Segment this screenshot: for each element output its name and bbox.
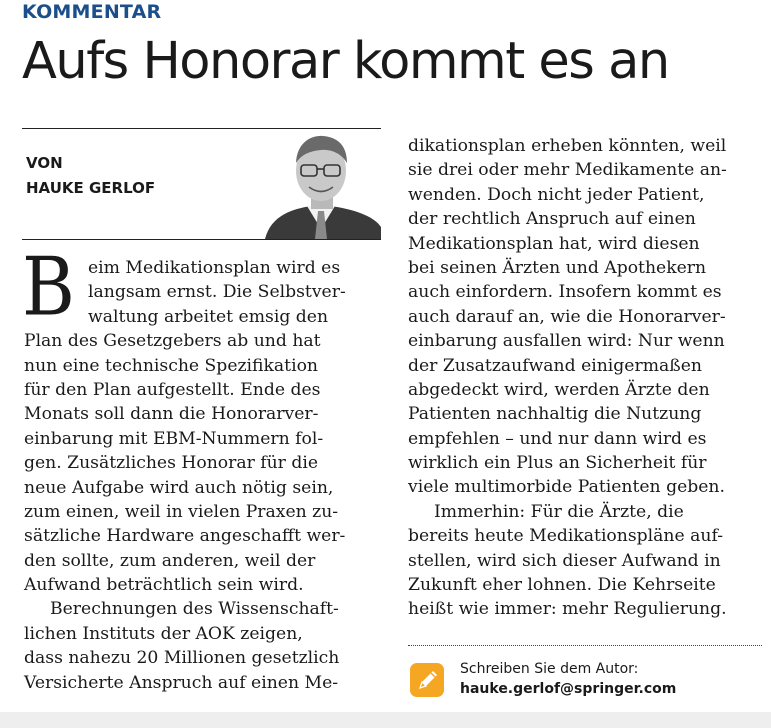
text-line: waltung arbeitet emsig den [88, 306, 329, 327]
text-line: der Zusatzaufwand einigermaßen [408, 355, 702, 376]
text-line: Monats soll dann die Honorarver- [24, 404, 319, 425]
author-name: HAUKE GERLOF [26, 179, 156, 197]
text-line: langsam ernst. Die Selbstver- [88, 282, 346, 303]
text-line: dass nahezu 20 Millionen gesetzlich [24, 648, 340, 669]
text-line: Medikationsplan hat, wird diesen [408, 233, 700, 254]
text-line: zum einen, weil in vielen Praxen zu- [24, 501, 339, 522]
text-line: der rechtlich Anspruch auf einen [408, 209, 696, 230]
text-line: lichen Instituts der AOK zeigen, [24, 623, 303, 644]
contact-divider [408, 645, 762, 646]
author-email-link[interactable]: hauke.gerlof@springer.com [460, 681, 677, 697]
text-line: für den Plan aufgestellt. Ende des [24, 379, 321, 400]
headline: Aufs Honorar kommt es an [22, 32, 669, 91]
text-line: Immerhin: Für die Ärzte, die [434, 501, 684, 522]
drop-cap: B [22, 239, 75, 334]
body-column-1 [24, 256, 382, 695]
text-line: sie drei oder mehr Medikamente an- [408, 160, 727, 181]
text-line: Patienten nachhaltig die Nutzung [408, 404, 702, 425]
text-line: auch darauf an, wie die Honorarver- [408, 306, 726, 327]
pencil-icon [410, 663, 444, 697]
body-column-2 [408, 134, 760, 622]
text-line: einbarung mit EBM-Nummern fol- [24, 428, 324, 449]
author-contact [408, 656, 762, 702]
text-line: Versicherte Anspruch auf einen Me- [24, 672, 339, 693]
text-line: bereits heute Medikationspläne auf- [408, 526, 723, 547]
text-line: wirklich ein Plus an Sicherheit für [408, 453, 707, 474]
text-line: viele multimorbide Patienten geben. [408, 477, 725, 498]
text-line: Aufwand beträchtlich sein wird. [24, 575, 304, 596]
text-line: heißt wie immer: mehr Regulierung. [408, 599, 727, 620]
text-line: empfehlen – und nur dann wird es [408, 428, 707, 449]
text-line: nun eine technische Spezifikation [24, 355, 318, 376]
author-by-label: VON [26, 154, 63, 172]
text-line: abgedeckt wird, werden Ärzte den [408, 379, 710, 400]
text-line: bei seinen Ärzten und Apothekern [408, 257, 707, 278]
text-line: Plan des Gesetzgebers ab und hat [24, 331, 321, 352]
text-line: gen. Zusätzliches Honorar für die [24, 453, 319, 474]
text-line: dikationsplan erheben könnten, weil [408, 136, 727, 156]
author-photo [261, 129, 381, 239]
author-box [22, 128, 381, 240]
text-line: neue Aufgabe wird auch nötig sein, [24, 477, 334, 498]
text-line: Zukunft eher lohnen. Die Kehrseite [408, 575, 716, 596]
text-line: den sollte, zum anderen, weil der [24, 550, 316, 571]
text-line: sätzliche Hardware angeschafft wer- [24, 526, 346, 547]
author-byline [26, 151, 155, 201]
text-line: Berechnungen des Wissenschaft- [50, 599, 339, 620]
text-line: stellen, wird sich dieser Aufwand in [408, 550, 721, 571]
section-kicker: KOMMENTAR [22, 1, 162, 23]
text-line: einbarung ausfallen wird: Nur wenn [408, 331, 725, 352]
text-line: auch einfordern. Insofern kommt es [408, 282, 722, 303]
contact-label: Schreiben Sie dem Autor: [460, 661, 639, 677]
text-line: eim Medikationsplan wird es [88, 258, 341, 278]
text-line: wenden. Doch nicht jeder Patient, [408, 184, 705, 205]
